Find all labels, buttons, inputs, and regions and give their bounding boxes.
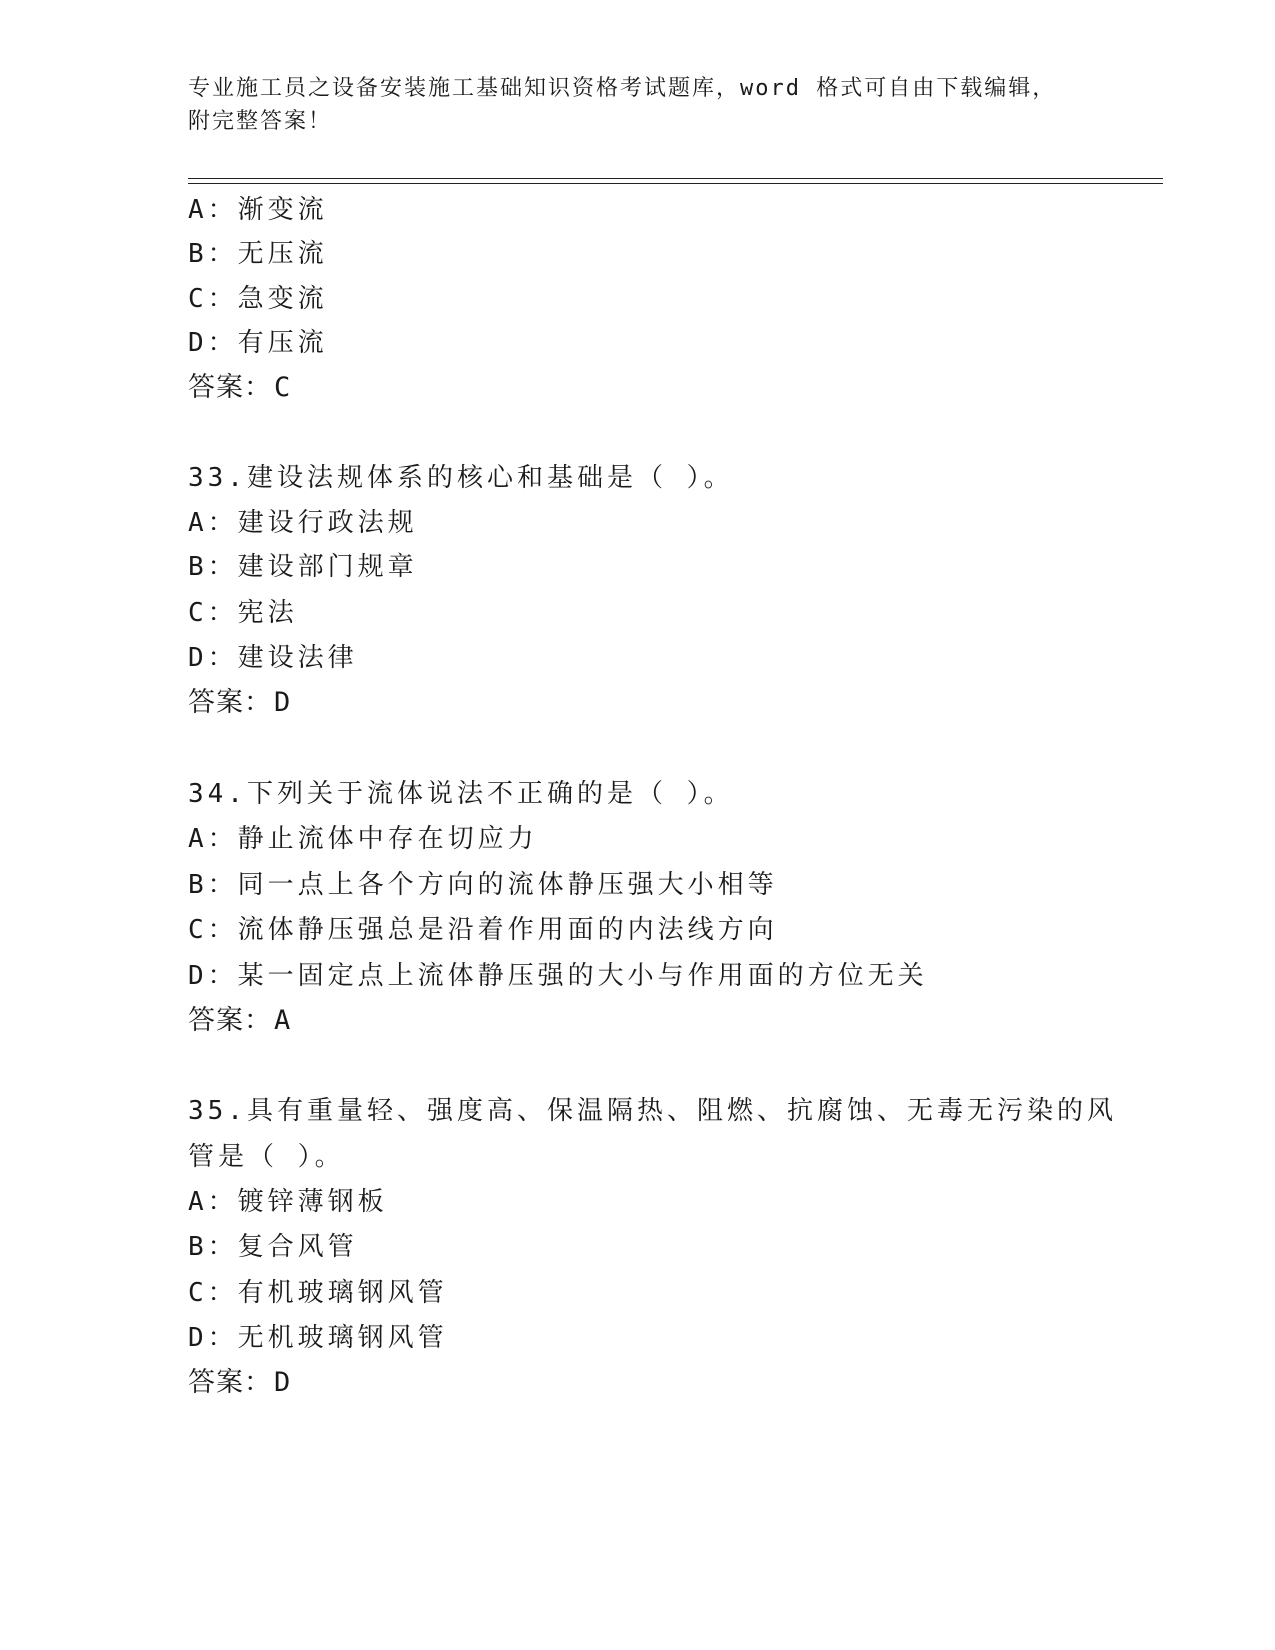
q33-answer	[188, 686, 291, 720]
q33-option-b: B：建设部门规章	[188, 552, 418, 582]
q32-option-b: B：无压流	[188, 239, 328, 269]
q34-option-c: C：流体静压强总是沿着作用面的内法线方向	[188, 915, 778, 945]
header-divider-bottom	[188, 183, 1163, 184]
q33-question: 33.建设法规体系的核心和基础是（ ）。	[188, 463, 734, 493]
answer-value: D	[274, 1367, 292, 1398]
q34-answer	[188, 1004, 291, 1038]
q33-option-c: C：宪法	[188, 598, 298, 628]
header-line-1: 专业施工员之设备安装施工基础知识资格考试题库，word 格式可自由下载编辑，	[188, 76, 1057, 101]
q34-option-d: D：某一固定点上流体静压强的大小与作用面的方位无关	[188, 961, 928, 991]
q35-question-line-2: 管是（ ）。	[188, 1142, 345, 1172]
header-divider-top	[188, 178, 1163, 179]
q35-question-line-1: 35.具有重量轻、强度高、保温隔热、阻燃、抗腐蚀、无毒无污染的风	[188, 1096, 1117, 1126]
q35-option-c: C：有机玻璃钢风管	[188, 1278, 448, 1308]
q34-option-b: B：同一点上各个方向的流体静压强大小相等	[188, 870, 778, 900]
q32-option-c: C：急变流	[188, 284, 328, 314]
q33-option-d: D：建设法律	[188, 643, 358, 673]
q33-option-a: A：建设行政法规	[188, 508, 418, 538]
answer-value: A	[274, 1005, 292, 1036]
header-line-2: 附完整答案！	[188, 109, 333, 134]
answer-label: 答案：	[188, 1367, 272, 1398]
answer-label: 答案：	[188, 687, 272, 718]
answer-value: C	[274, 372, 292, 403]
answer-value: D	[274, 687, 292, 718]
answer-label: 答案：	[188, 1005, 272, 1036]
q32-option-d: D：有压流	[188, 328, 328, 358]
q35-answer	[188, 1366, 291, 1400]
q35-option-a: A：镀锌薄钢板	[188, 1187, 388, 1217]
q35-option-b: B：复合风管	[188, 1232, 358, 1262]
q34-option-a: A：静止流体中存在切应力	[188, 824, 538, 854]
document-header	[188, 72, 1088, 138]
q34-question: 34.下列关于流体说法不正确的是（ ）。	[188, 779, 734, 809]
answer-label: 答案：	[188, 372, 272, 403]
q32-option-a: A：渐变流	[188, 195, 328, 225]
q35-option-d: D：无机玻璃钢风管	[188, 1323, 448, 1353]
q32-answer	[188, 371, 291, 405]
